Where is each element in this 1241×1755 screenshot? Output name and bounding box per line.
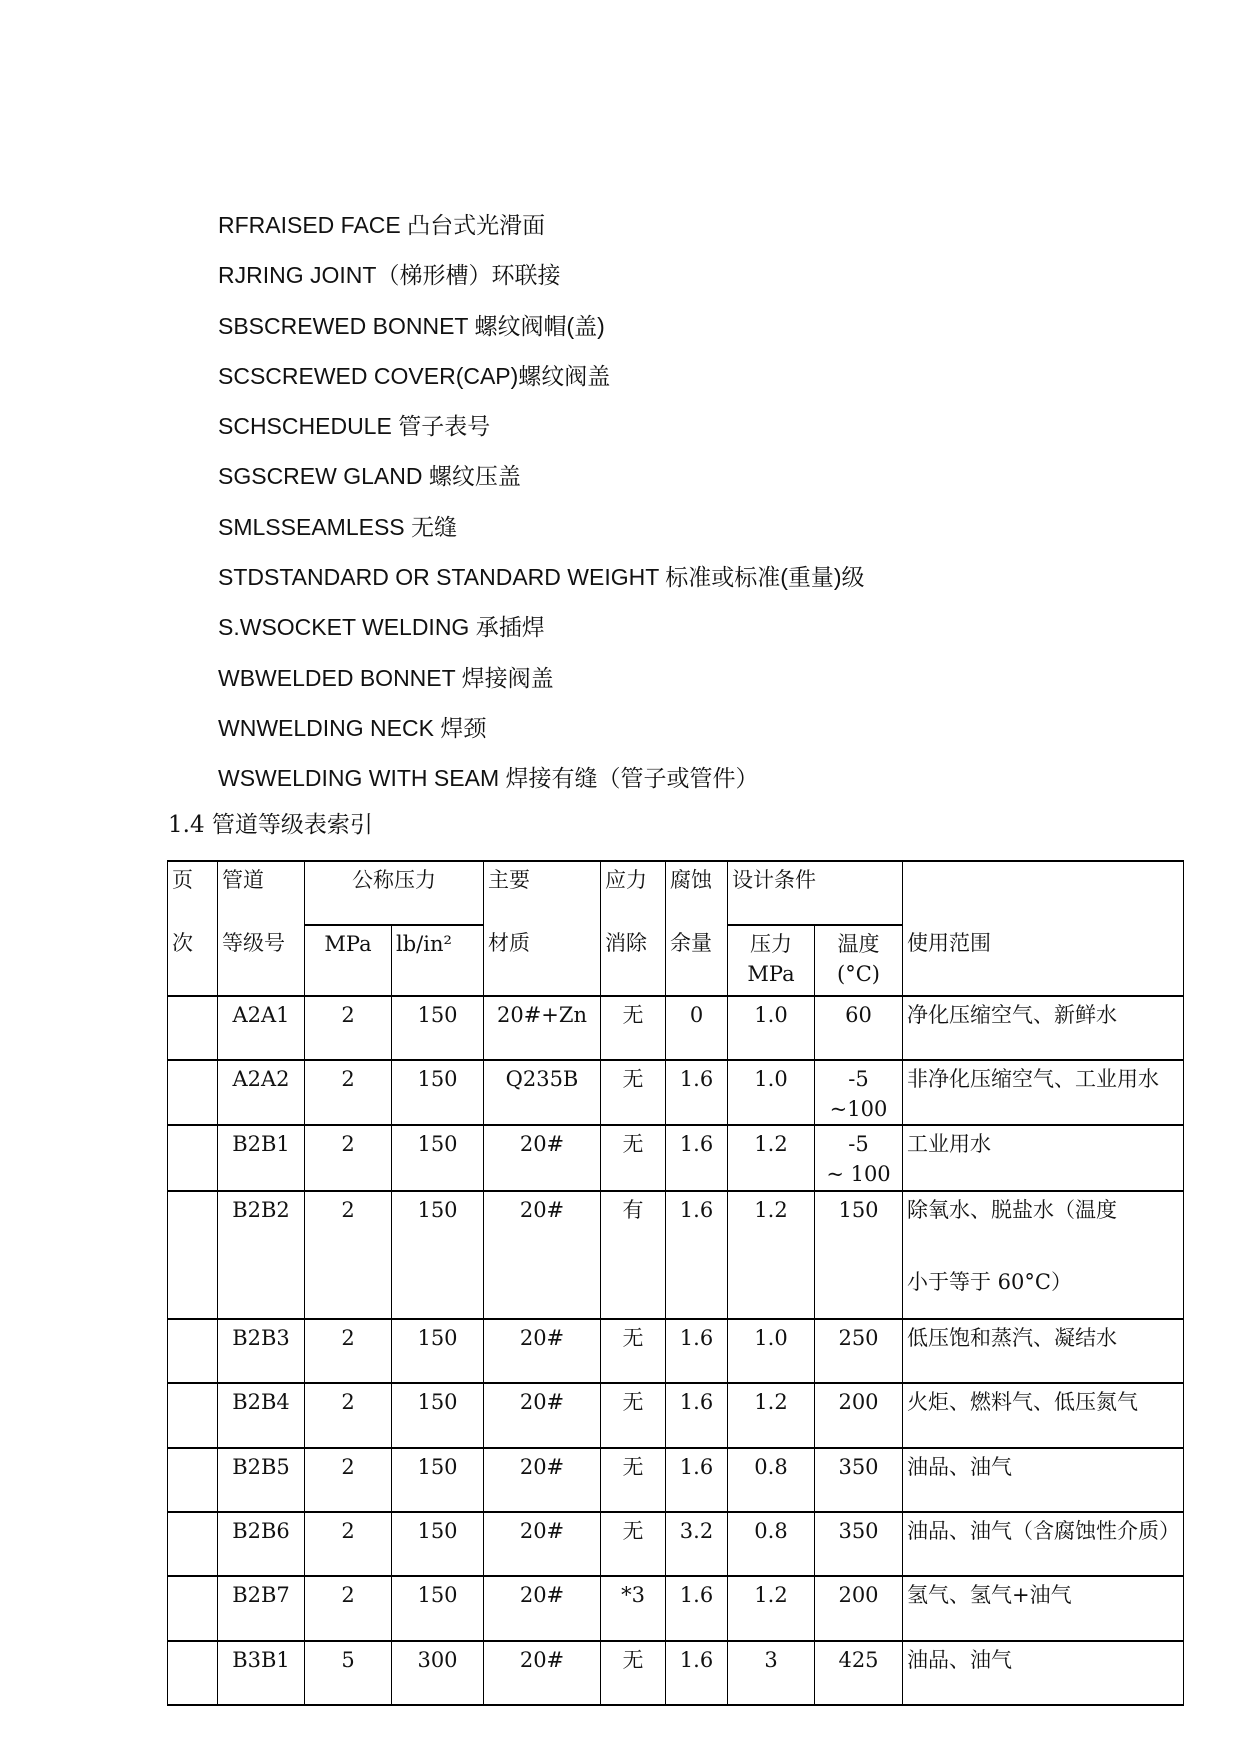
cell-mpa: 2	[305, 1512, 392, 1576]
cell-stress: *3	[601, 1576, 666, 1640]
header-page-2: 次	[168, 925, 218, 995]
header-page: 页	[168, 861, 218, 925]
header-corrosion: 腐蚀	[666, 861, 728, 925]
cell-temperature-range: ~100	[829, 1096, 888, 1121]
cell-corrosion: 1.6	[666, 1191, 728, 1255]
cell-mpa: 5	[305, 1641, 392, 1705]
cell-temperature-value: 200	[838, 1390, 879, 1415]
cell-temperature	[815, 1641, 903, 1705]
cell-page	[168, 1319, 218, 1383]
cell-mpa: 2	[305, 1060, 392, 1125]
table-row	[168, 1512, 1184, 1576]
cell-lbin: 150	[392, 1576, 484, 1640]
cell-corrosion: 1.6	[666, 1576, 728, 1640]
cell-grade: B2B1	[218, 1125, 305, 1190]
table-row	[168, 1125, 1184, 1190]
cell-page	[168, 1512, 218, 1576]
cell-usage: 工业用水	[903, 1125, 1184, 1190]
table-row	[168, 1319, 1184, 1383]
cell-temperature-value: 250	[838, 1326, 879, 1351]
cell-temperature	[815, 1512, 903, 1576]
cell-material: Q235B	[484, 1060, 601, 1125]
table-row-continuation	[168, 1255, 1184, 1319]
cell-pressure: 3	[728, 1641, 815, 1705]
cell-stress: 无	[601, 1641, 666, 1705]
cell-temperature	[815, 1060, 903, 1125]
cell-temperature	[815, 1383, 903, 1447]
cell-mpa: 2	[305, 1319, 392, 1383]
cell-temperature-value: 350	[838, 1519, 879, 1543]
header-pressure-label: 压力	[750, 932, 792, 957]
abbreviation-sch: SCHSCHEDULE 管子表号	[218, 413, 491, 440]
cell-temperature	[815, 1448, 903, 1512]
cell-corrosion: 1.6	[666, 1319, 728, 1383]
cell-usage: 油品、油气（含腐蚀性介质）	[903, 1512, 1184, 1576]
cell-temperature	[815, 1191, 903, 1255]
cell-mpa: 2	[305, 1576, 392, 1640]
abbreviation-smls: SMLSSEAMLESS 无缝	[218, 513, 458, 540]
cell-lbin: 300	[392, 1641, 484, 1705]
cell-mpa: 2	[305, 1191, 392, 1255]
cell-grade: B2B2	[218, 1191, 305, 1255]
header-usage-top	[903, 861, 1184, 925]
cell-page	[168, 1641, 218, 1705]
cell-page	[168, 1576, 218, 1640]
header-temperature-label: 温度	[837, 932, 880, 957]
cell-empty	[601, 1255, 666, 1319]
cell-material: 20#	[484, 1641, 601, 1705]
cell-pressure: 1.2	[728, 1191, 815, 1255]
cell-usage: 氢气、氢气+油气	[903, 1576, 1184, 1640]
cell-usage: 非净化压缩空气、工业用水	[903, 1060, 1184, 1125]
table-row	[168, 1191, 1184, 1255]
table-row	[168, 996, 1184, 1060]
cell-stress: 无	[601, 1383, 666, 1447]
cell-empty	[666, 1255, 728, 1319]
cell-stress: 无	[601, 1319, 666, 1383]
cell-corrosion: 1.6	[666, 1060, 728, 1125]
abbreviation-sc: SCSCREWED COVER(CAP)螺纹阀盖	[218, 362, 611, 389]
cell-page	[168, 1125, 218, 1190]
cell-stress: 有	[601, 1191, 666, 1255]
cell-usage: 低压饱和蒸汽、凝结水	[903, 1319, 1184, 1383]
cell-empty	[218, 1255, 305, 1319]
cell-lbin: 150	[392, 1512, 484, 1576]
cell-temperature	[815, 1576, 903, 1640]
header-usage: 使用范围	[903, 925, 1184, 995]
header-pressure	[728, 925, 815, 995]
abbreviation-ws: WSWELDING WITH SEAM 焊接有缝（管子或管件）	[218, 765, 759, 792]
abbreviation-std: STDSTANDARD OR STANDARD WEIGHT 标准或标准(重量)级	[218, 564, 865, 591]
cell-material: 20#	[484, 1383, 601, 1447]
cell-mpa: 2	[305, 1448, 392, 1512]
cell-mpa: 2	[305, 996, 392, 1060]
cell-usage: 火炬、燃料气、低压氮气	[903, 1383, 1184, 1447]
header-lbin: lb/in²	[392, 925, 484, 995]
table-row	[168, 1060, 1184, 1125]
header-temperature-unit: (°C)	[837, 962, 880, 987]
cell-temperature-value: -5	[848, 1066, 869, 1091]
cell-corrosion: 1.6	[666, 1125, 728, 1190]
cell-temperature-value: -5	[848, 1132, 869, 1157]
cell-pressure: 0.8	[728, 1448, 815, 1512]
cell-grade: B2B3	[218, 1319, 305, 1383]
cell-corrosion: 1.6	[666, 1641, 728, 1705]
table-row	[168, 1383, 1184, 1447]
table-row	[168, 1576, 1184, 1640]
cell-pressure: 1.0	[728, 1060, 815, 1125]
cell-corrosion: 1.6	[666, 1383, 728, 1447]
cell-temperature-value: 60	[845, 1002, 872, 1027]
cell-pressure: 1.2	[728, 1383, 815, 1447]
abbreviation-rf: RFRAISED FACE 凸台式光滑面	[218, 212, 546, 238]
cell-material: 20#	[484, 1191, 601, 1255]
cell-grade: B2B5	[218, 1448, 305, 1512]
cell-grade: B2B7	[218, 1576, 305, 1640]
cell-stress: 无	[601, 1448, 666, 1512]
cell-usage: 油品、油气	[903, 1641, 1184, 1705]
header-material-2: 材质	[484, 925, 601, 995]
cell-temperature-value: 150	[838, 1197, 879, 1222]
abbreviation-sb: SBSCREWED BONNET 螺纹阀帽(盖)	[218, 312, 605, 339]
cell-corrosion: 1.6	[666, 1448, 728, 1512]
abbreviation-sw: S.WSOCKET WELDING 承插焊	[218, 614, 545, 641]
cell-pressure: 0.8	[728, 1512, 815, 1576]
cell-page	[168, 1191, 218, 1255]
cell-material: 20#	[484, 1576, 601, 1640]
pipe-grade-index-table	[167, 860, 1184, 1706]
cell-page	[168, 1448, 218, 1512]
cell-material: 20#	[484, 1125, 601, 1190]
header-corrosion-2: 余量	[666, 925, 728, 995]
cell-lbin: 150	[392, 1125, 484, 1190]
cell-empty	[305, 1255, 392, 1319]
cell-lbin: 150	[392, 1060, 484, 1125]
cell-pressure: 1.0	[728, 1319, 815, 1383]
cell-lbin: 150	[392, 1191, 484, 1255]
abbreviation-wb: WBWELDED BONNET 焊接阀盖	[218, 664, 554, 691]
cell-page	[168, 1060, 218, 1125]
cell-temperature-value: 425	[838, 1647, 879, 1672]
cell-empty	[728, 1255, 815, 1319]
header-stress-relief: 应力	[601, 861, 666, 925]
header-pressure-unit: MPa	[747, 962, 795, 987]
header-nominal-pressure: 公称压力	[305, 861, 484, 925]
cell-material: 20#	[484, 1448, 601, 1512]
abbreviation-rj: RJRING JOINT（梯形槽）环联接	[218, 262, 561, 289]
cell-corrosion: 3.2	[666, 1512, 728, 1576]
cell-stress: 无	[601, 1512, 666, 1576]
section-title: 1.4 管道等级表索引	[168, 812, 373, 838]
cell-temperature	[815, 1319, 903, 1383]
cell-lbin: 150	[392, 1383, 484, 1447]
cell-stress: 无	[601, 996, 666, 1060]
cell-temperature-value: 350	[838, 1454, 879, 1479]
cell-empty	[484, 1255, 601, 1319]
abbreviation-wn: WNWELDING NECK 焊颈	[218, 714, 487, 741]
cell-temperature	[815, 1125, 903, 1190]
table-row	[168, 1448, 1184, 1512]
abbreviation-sg: SGSCREW GLAND 螺纹压盖	[218, 463, 521, 490]
cell-mpa: 2	[305, 1125, 392, 1190]
cell-stress: 无	[601, 1060, 666, 1125]
cell-temperature-value: 200	[838, 1583, 879, 1608]
header-stress-relief-2: 消除	[601, 925, 666, 995]
cell-page	[168, 1383, 218, 1447]
cell-pressure: 1.2	[728, 1576, 815, 1640]
cell-empty	[815, 1255, 903, 1319]
cell-usage: 油品、油气	[903, 1448, 1184, 1512]
header-row-1	[168, 861, 1184, 925]
cell-lbin: 150	[392, 1319, 484, 1383]
table-row	[168, 1641, 1184, 1705]
cell-empty	[168, 1255, 218, 1319]
cell-usage: 除氧水、脱盐水（温度	[903, 1191, 1184, 1255]
cell-material: 20#+Zn	[484, 996, 601, 1060]
cell-grade: B2B4	[218, 1383, 305, 1447]
header-row-2	[168, 925, 1184, 995]
cell-grade: A2A2	[218, 1060, 305, 1125]
cell-grade: A2A1	[218, 996, 305, 1060]
cell-corrosion: 0	[666, 996, 728, 1060]
cell-grade: B2B6	[218, 1512, 305, 1576]
cell-usage-continued: 小于等于 60°C）	[903, 1255, 1184, 1319]
abbreviation-list	[218, 205, 1178, 809]
header-design-conditions: 设计条件	[728, 861, 903, 925]
cell-material: 20#	[484, 1512, 601, 1576]
header-grade-2: 等级号	[218, 925, 305, 995]
cell-material: 20#	[484, 1319, 601, 1383]
cell-lbin: 150	[392, 996, 484, 1060]
cell-stress: 无	[601, 1125, 666, 1190]
cell-pressure: 1.0	[728, 996, 815, 1060]
header-mpa: MPa	[305, 925, 392, 995]
cell-page	[168, 996, 218, 1060]
header-grade: 管道	[218, 861, 305, 925]
header-temperature	[815, 925, 903, 995]
cell-usage: 净化压缩空气、新鲜水	[903, 996, 1184, 1060]
cell-temperature-range: ~ 100	[826, 1162, 891, 1187]
cell-temperature	[815, 996, 903, 1060]
cell-grade: B3B1	[218, 1641, 305, 1705]
cell-pressure: 1.2	[728, 1125, 815, 1190]
cell-mpa: 2	[305, 1383, 392, 1447]
cell-empty	[392, 1255, 484, 1319]
cell-lbin: 150	[392, 1448, 484, 1512]
header-material: 主要	[484, 861, 601, 925]
